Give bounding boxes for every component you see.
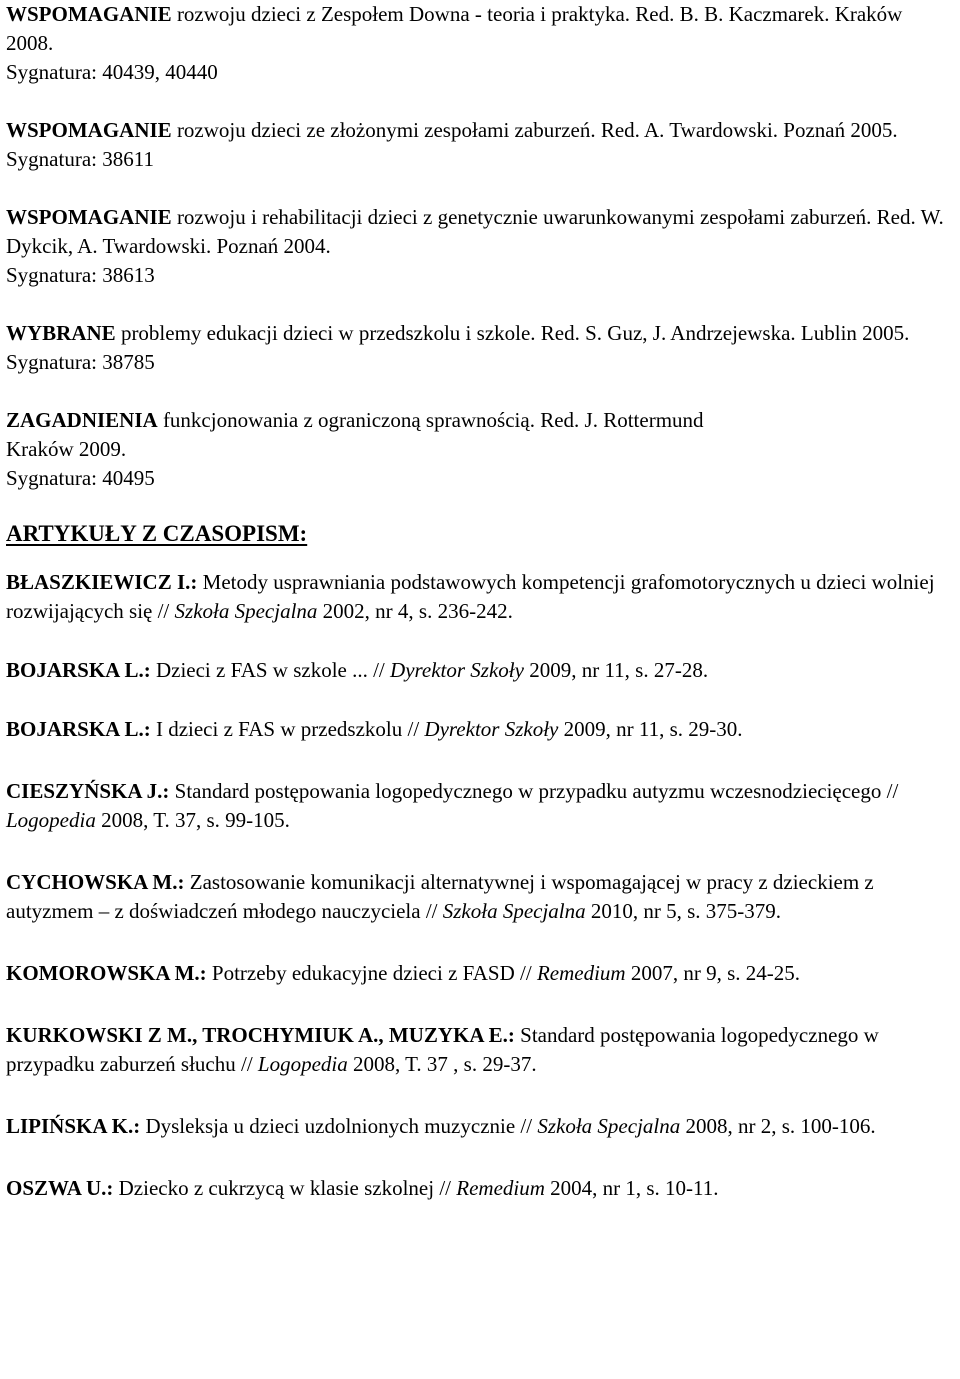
article-list <box>6 568 954 1203</box>
article-journal: Szkoła Specjalna <box>442 899 586 923</box>
article-details: 2008, T. 37 , s. 29-37. <box>347 1052 537 1076</box>
book-title: funkcjonowania z ograniczoną sprawnością. Red. J. Rottermund <box>157 408 704 432</box>
article-entry: LIPIŃSKA K.: Dysleksja u dzieci uzdolnionych muzycznie // Szkoła Specjalna 2008, nr 2, s. 100-106. <box>6 1114 876 1138</box>
article-journal: Logopedia <box>6 808 96 832</box>
book-signature: Sygnatura: 38613 <box>6 263 155 287</box>
article-title: Dziecko z cukrzycą w klasie szkolnej // <box>118 1176 457 1200</box>
book-lead: WSPOMAGANIE <box>6 118 172 142</box>
book-signature: Sygnatura: 40495 <box>6 466 155 490</box>
article-details: 2010, nr 5, s. 375-379. <box>585 899 782 923</box>
article-author: LIPIŃSKA K. <box>6 1114 134 1138</box>
book-title: rozwoju i rehabilitacji dzieci z genetycznie uwarunkowanymi zespołami zaburzeń. Red. W. Dykcik, A. Twardowski. Poznań 2004. <box>6 205 944 258</box>
article-author: CIESZYŃSKA J. <box>6 779 163 803</box>
article-journal: Dyrektor Szkoły <box>424 717 559 741</box>
book-entry <box>6 203 954 290</box>
book-list <box>6 0 954 493</box>
article-details: 2007, nr 9, s. 24-25. <box>625 961 801 985</box>
article-title: Zastosowanie komunikacji alternatywnej i wspomagającej w pracy z dzieckiem z autyzmem – z doświadczeń młodego nauczyciela // <box>6 870 874 923</box>
article-title: Standard postępowania logopedycznego w przypadku autyzmu wczesnodziecięcego // <box>174 779 899 803</box>
section-heading: ARTYKUŁY Z CZASOPISM: <box>6 521 308 546</box>
article-entry: BOJARSKA L.: Dzieci z FAS w szkole ... // Dyrektor Szkoły 2009, nr 11, s. 27-28. <box>6 658 709 682</box>
article-title: Metody usprawniania podstawowych kompetencji grafomotorycznych u dzieci wolniej rozwijających się // <box>6 570 935 623</box>
article-title: Dysleksja u dzieci uzdolnionych muzycznie // <box>145 1114 538 1138</box>
article-title: Dzieci z FAS w szkole ... // <box>155 658 391 682</box>
article-details: 2009, nr 11, s. 29-30. <box>558 717 743 741</box>
article-title: Potrzeby edukacyjne dzieci z FASD // <box>211 961 537 985</box>
article-journal: Logopedia <box>257 1052 348 1076</box>
article-author: BŁASZKIEWICZ I. <box>6 570 191 594</box>
article-details: 2002, nr 4, s. 236-242. <box>317 599 513 623</box>
book-lead: WSPOMAGANIE <box>6 2 172 26</box>
article-entry: OSZWA U.: Dziecko z cukrzycą w klasie szkolnej // Remedium 2004, nr 1, s. 10-11. <box>6 1176 719 1200</box>
book-signature: Sygnatura: 38611 <box>6 147 154 171</box>
book-lead: ZAGADNIENIA <box>6 408 158 432</box>
article-author: BOJARSKA L. <box>6 717 144 741</box>
article-title: Standard postępowania logopedycznego w przypadku zaburzeń słuchu // <box>6 1023 879 1076</box>
article-journal: Szkoła Specjalna <box>174 599 318 623</box>
book-entry <box>6 0 954 87</box>
article-details: 2004, nr 1, s. 10-11. <box>544 1176 719 1200</box>
article-journal: Remedium <box>456 1176 545 1200</box>
book-entry <box>6 319 954 377</box>
book-lead: WSPOMAGANIE <box>6 205 172 229</box>
article-entry: BŁASZKIEWICZ I.: Metody usprawniania podstawowych kompetencji grafomotorycznych u dzieci wolniej rozwijających się // Szkoła Specjalna 2002, nr 4, s. 236-242. <box>6 570 935 623</box>
book-title: problemy edukacji dzieci w przedszkolu i szkole. Red. S. Guz, J. Andrzejewska. Lublin 2005. <box>115 321 910 345</box>
article-journal: Remedium <box>536 961 626 985</box>
article-details: 2008, T. 37, s. 99-105. <box>95 808 290 832</box>
article-author: OSZWA U. <box>6 1176 107 1200</box>
article-details: 2008, nr 2, s. 100-106. <box>680 1114 876 1138</box>
book-title-line2: Kraków 2009. <box>6 437 127 461</box>
article-entry: KURKOWSKI Z M., TROCHYMIUK A., MUZYKA E.: Standard postępowania logopedycznego w przypadku zaburzeń słuchu // Logopedia 2008, T. 37 , s. 29-37. <box>6 1023 879 1076</box>
article-entry: CYCHOWSKA M.: Zastosowanie komunikacji alternatywnej i wspomagającej w pracy z dzieckiem z autyzmem – z doświadczeń młodego nauczyciela // Szkoła Specjalna 2010, nr 5, s. 375-379. <box>6 870 874 923</box>
book-lead: WYBRANE <box>6 321 116 345</box>
article-author: KOMOROWSKA M. <box>6 961 200 985</box>
article-entry: BOJARSKA L.: I dzieci z FAS w przedszkolu // Dyrektor Szkoły 2009, nr 11, s. 29-30. <box>6 717 743 741</box>
book-entry <box>6 406 954 493</box>
article-title: I dzieci z FAS w przedszkolu // <box>155 717 425 741</box>
article-entry: KOMOROWSKA M.: Potrzeby edukacyjne dzieci z FASD // Remedium 2007, nr 9, s. 24-25. <box>6 961 801 985</box>
book-entry <box>6 116 954 174</box>
article-details: 2009, nr 11, s. 27-28. <box>523 658 709 682</box>
article-journal: Szkoła Specjalna <box>537 1114 681 1138</box>
article-author: CYCHOWSKA M. <box>6 870 178 894</box>
book-title: rozwoju dzieci z Zespołem Downa - teoria i praktyka. Red. B. B. Kaczmarek. Kraków 2008. <box>6 2 903 55</box>
article-entry: CIESZYŃSKA J.: Standard postępowania logopedycznego w przypadku autyzmu wczesnodziecięcego // Logopedia 2008, T. 37, s. 99-105. <box>6 779 899 832</box>
article-author: BOJARSKA L. <box>6 658 144 682</box>
article-journal: Dyrektor Szkoły <box>390 658 524 682</box>
book-title: rozwoju dzieci ze złożonymi zespołami zaburzeń. Red. A. Twardowski. Poznań 2005. <box>171 118 898 142</box>
book-signature: Sygnatura: 38785 <box>6 350 155 374</box>
book-signature: Sygnatura: 40439, 40440 <box>6 60 218 84</box>
article-author: KURKOWSKI Z M., TROCHYMIUK A., MUZYKA E. <box>6 1023 508 1047</box>
